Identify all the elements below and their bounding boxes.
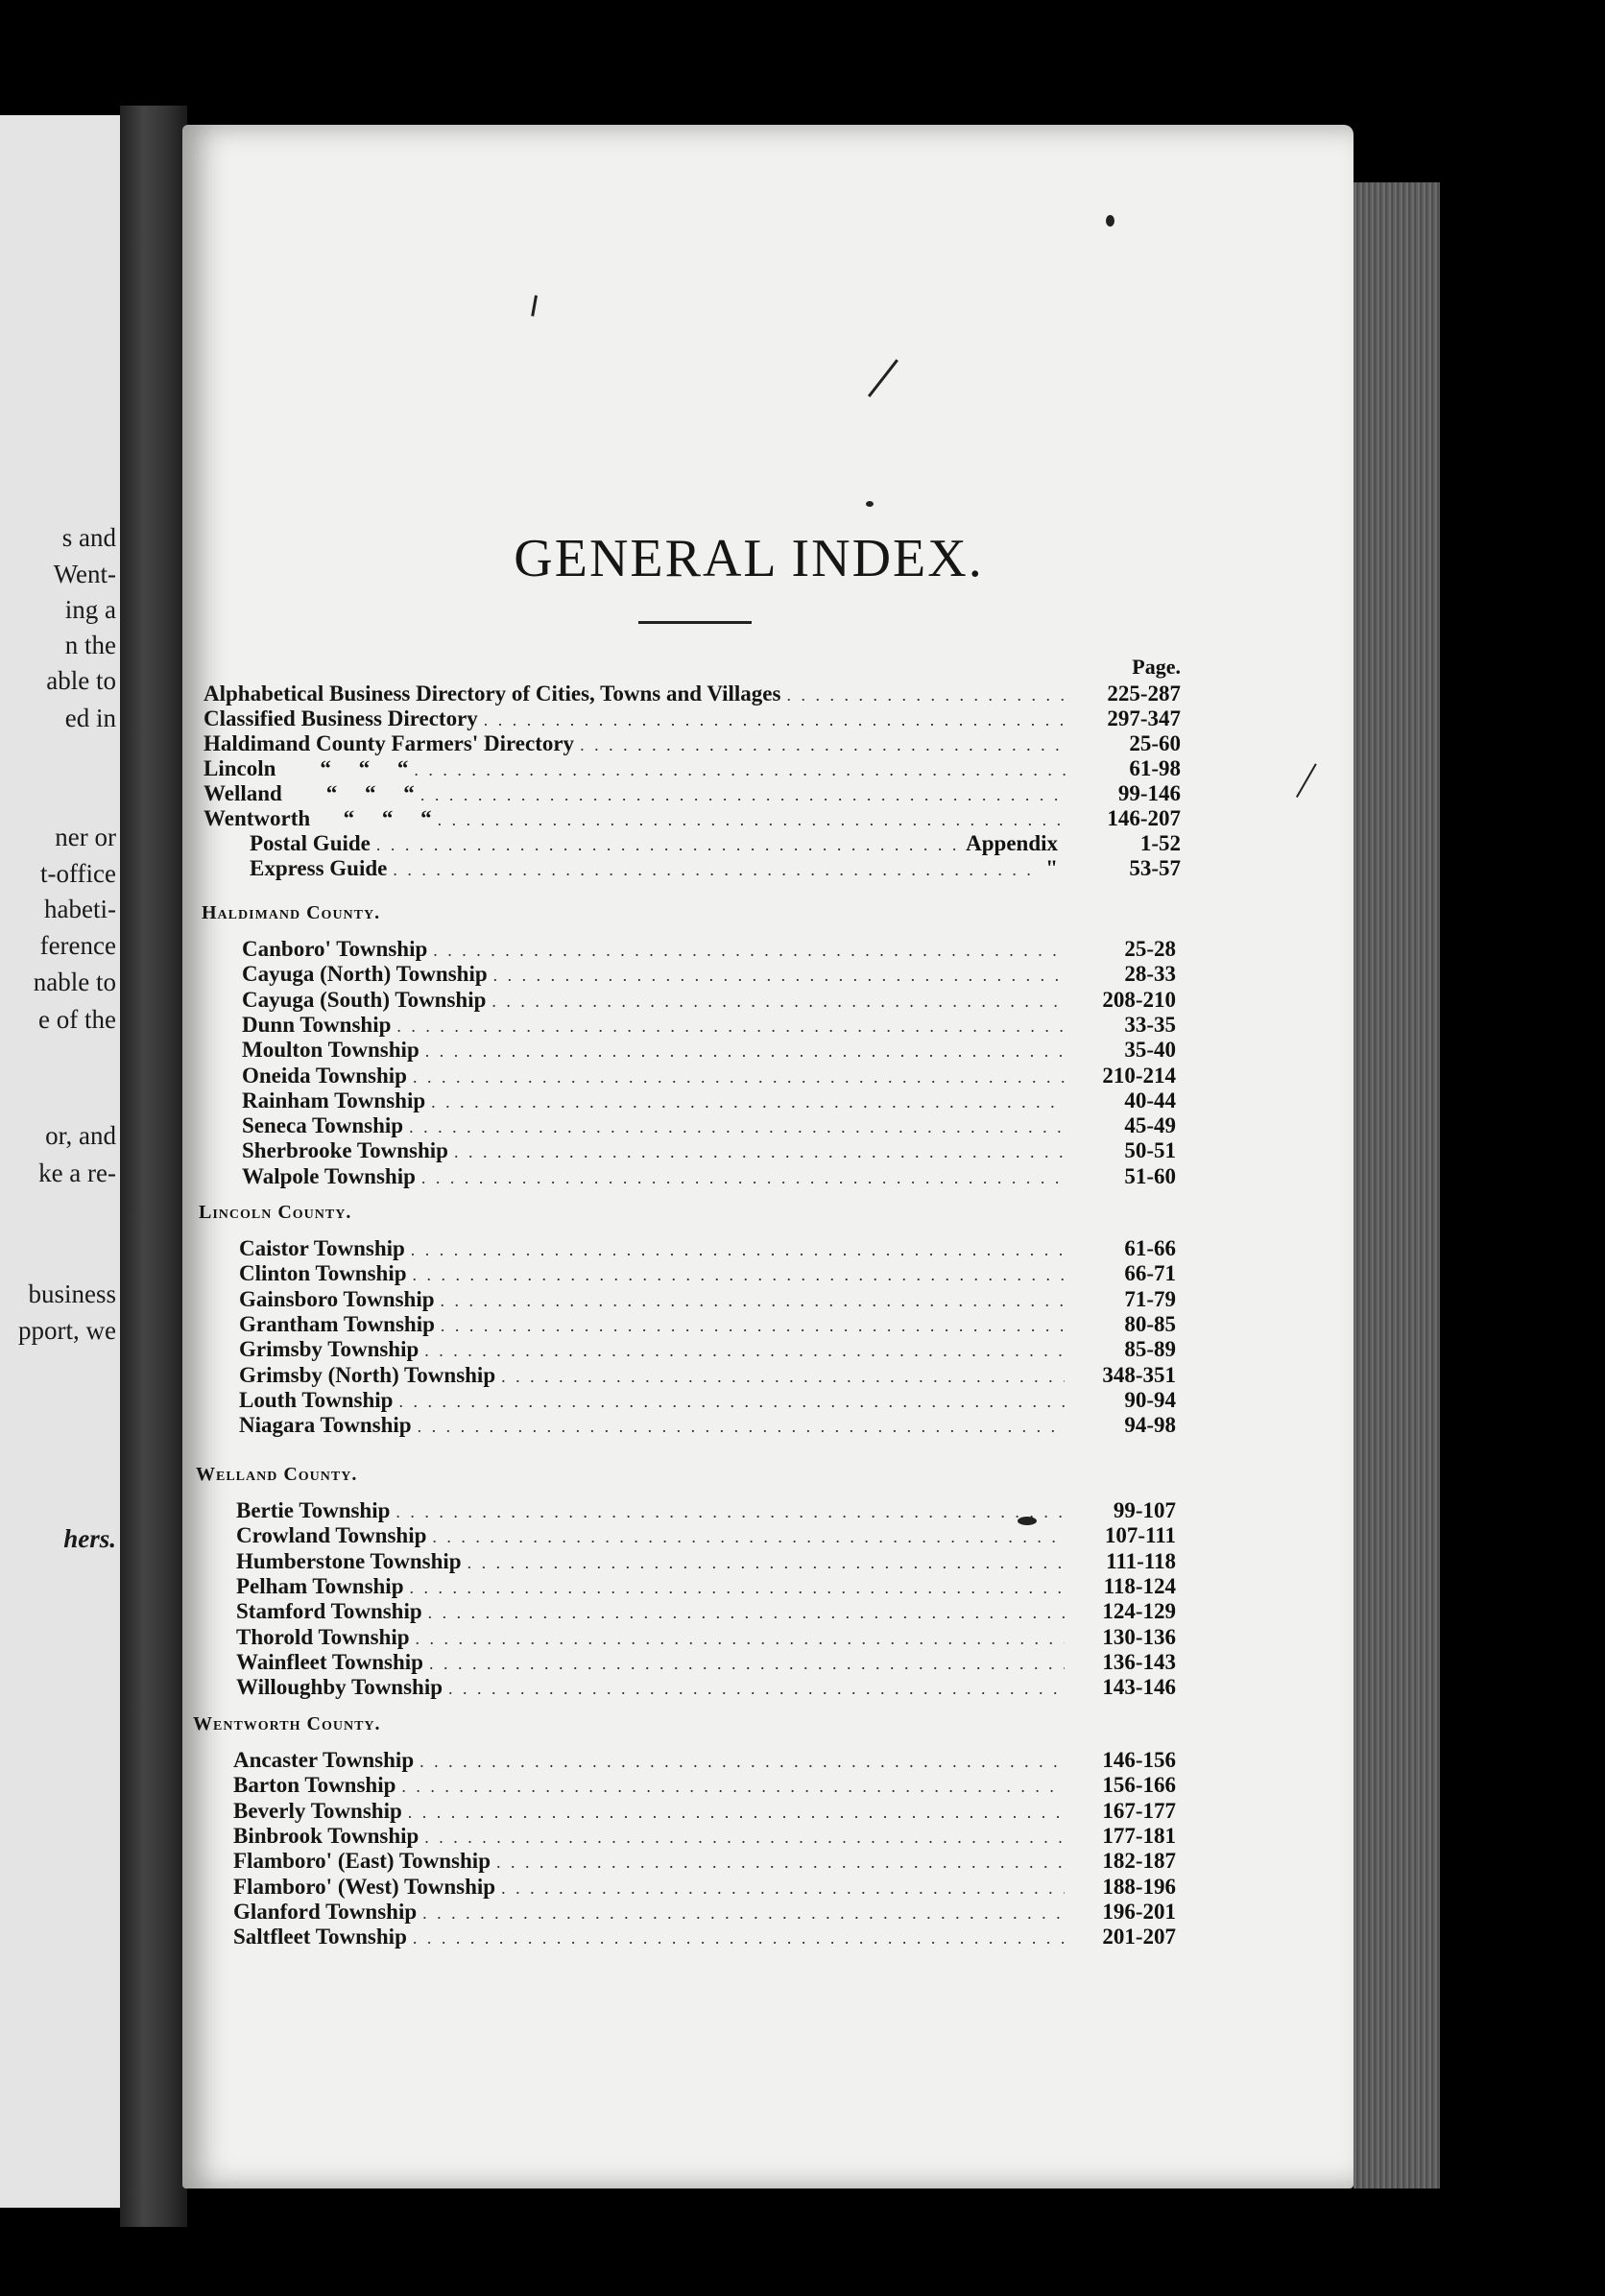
- facing-page-text: t-office: [40, 859, 116, 888]
- leader-dots: [413, 1925, 1065, 1950]
- leader-dots: [438, 807, 1069, 832]
- leader-dots: [393, 857, 1040, 882]
- leader-dots: [421, 1165, 1065, 1190]
- index-entry: [242, 962, 1176, 987]
- leader-dots: [413, 1262, 1065, 1287]
- index-entry: [239, 1312, 1176, 1337]
- entry-label: Rainham Township: [242, 1088, 426, 1112]
- entry-label: Niagara Township: [239, 1413, 412, 1438]
- entry-label: Binbrook Township: [233, 1823, 419, 1848]
- scan-speck: [866, 501, 874, 507]
- entry-label: Oneida Township: [242, 1063, 407, 1088]
- facing-page-text: ed in: [64, 704, 116, 732]
- leader-dots: [786, 682, 1069, 707]
- index-entry: [204, 731, 1181, 756]
- entry-pages: 50-51: [1124, 1138, 1176, 1163]
- entry-label: Alphabetical Business Directory of Cities, Towns and Villages: [204, 682, 781, 706]
- index-entries: [182, 125, 1353, 2188]
- leader-dots: [493, 963, 1065, 988]
- leader-dots: [376, 832, 960, 857]
- entry-pages: 90-94: [1124, 1387, 1176, 1412]
- index-entry: [233, 1925, 1176, 1949]
- index-entry: [239, 1287, 1176, 1312]
- entry-label: Beverly Township: [233, 1798, 402, 1823]
- leader-dots: [501, 1364, 1065, 1389]
- index-entry: [233, 1875, 1176, 1900]
- leader-dots: [467, 1550, 1065, 1575]
- leader-dots: [410, 1575, 1066, 1600]
- entry-pages: 94-98: [1124, 1413, 1176, 1438]
- leader-dots: [396, 1014, 1065, 1039]
- entry-pages: 297-347: [1107, 706, 1181, 730]
- facing-page-text: Went-: [53, 560, 116, 588]
- entry-label: Lincoln “ “ “: [204, 756, 409, 780]
- leader-dots: [441, 1288, 1066, 1313]
- leader-dots: [408, 1800, 1065, 1825]
- entry-pages: 45-49: [1124, 1113, 1176, 1138]
- entry-label: Willoughby Township: [236, 1675, 443, 1700]
- leader-dots: [401, 1774, 1065, 1799]
- leader-dots: [422, 1901, 1065, 1925]
- entry-pages: 61-66: [1124, 1236, 1176, 1260]
- leader-dots: [580, 732, 1069, 757]
- entry-pages: 53-57: [1129, 856, 1181, 880]
- leader-dots: [395, 1499, 1065, 1524]
- entry-label: Haldimand County Farmers' Directory: [204, 731, 575, 755]
- facing-page-text: pport, we: [18, 1316, 116, 1345]
- entry-location: Appendix: [966, 831, 1058, 855]
- entry-pages: 40-44: [1124, 1088, 1176, 1112]
- index-entry: [236, 1650, 1176, 1675]
- entry-pages: 25-60: [1129, 731, 1181, 755]
- entry-pages: 85-89: [1124, 1337, 1176, 1362]
- entry-pages: 143-146: [1102, 1675, 1176, 1700]
- leader-dots: [413, 1064, 1065, 1089]
- entry-label: Pelham Township: [236, 1573, 404, 1598]
- entry-label: Bertie Township: [236, 1498, 391, 1522]
- leader-dots: [454, 1139, 1065, 1164]
- entry-label: Barton Township: [233, 1773, 396, 1798]
- leader-dots: [441, 1313, 1065, 1338]
- facing-page: [0, 115, 120, 2208]
- index-entry: [204, 806, 1181, 831]
- entry-pages: 51-60: [1124, 1163, 1176, 1188]
- entry-label: Cayuga (South) Township: [242, 987, 487, 1012]
- index-entry: [233, 1799, 1176, 1824]
- index-entry: [239, 1363, 1176, 1388]
- index-entry: [242, 1038, 1176, 1063]
- facing-page-text: e of the: [38, 1005, 116, 1034]
- index-entry: [242, 988, 1176, 1013]
- entry-pages: 61-98: [1129, 756, 1181, 780]
- entry-label: Cayuga (North) Township: [242, 962, 488, 987]
- section-heading: Lincoln County.: [199, 1202, 352, 1223]
- index-entry: [242, 1138, 1176, 1163]
- entry-label: Classified Business Directory: [204, 706, 478, 730]
- index-entry: [236, 1599, 1176, 1624]
- entry-pages: 71-79: [1124, 1286, 1176, 1311]
- index-entry: [242, 1013, 1176, 1038]
- facing-page-text: habeti-: [44, 895, 116, 923]
- index-entry: [233, 1824, 1176, 1849]
- entry-pages: 188-196: [1102, 1874, 1176, 1899]
- entry-label: Wainfleet Township: [236, 1649, 423, 1674]
- entry-pages: 201-207: [1102, 1925, 1176, 1949]
- entry-pages: 107-111: [1104, 1523, 1176, 1548]
- index-entry: [242, 1088, 1176, 1113]
- facing-page-text: ke a re-: [38, 1159, 116, 1187]
- entry-label: Humberstone Township: [236, 1548, 462, 1573]
- entry-label: Welland “ “ “: [204, 781, 415, 805]
- index-entry: [204, 756, 1181, 781]
- entry-pages: 167-177: [1102, 1798, 1176, 1823]
- entry-label: Clinton Township: [239, 1261, 407, 1286]
- leader-dots: [501, 1876, 1065, 1901]
- entry-label: Crowland Township: [236, 1523, 427, 1548]
- entry-label: Wentworth “ “ “: [204, 806, 432, 830]
- entry-label: Gainsboro Township: [239, 1286, 435, 1311]
- entry-pages: 136-143: [1102, 1649, 1176, 1674]
- index-entry: [239, 1388, 1176, 1413]
- entry-pages: 146-156: [1102, 1748, 1176, 1772]
- section-heading: Wentworth County.: [193, 1713, 381, 1734]
- entry-label: Grimsby (North) Township: [239, 1362, 496, 1387]
- facing-page-text: nable to: [33, 968, 116, 996]
- index-entry: [233, 1748, 1176, 1773]
- leader-dots: [431, 1089, 1065, 1114]
- leader-dots: [414, 757, 1069, 782]
- index-entry: [239, 1413, 1176, 1438]
- index-entry: [236, 1523, 1176, 1548]
- index-entry: [242, 937, 1176, 962]
- entry-label: Walpole Township: [242, 1163, 416, 1188]
- leader-dots: [428, 1600, 1065, 1625]
- entry-pages: 196-201: [1102, 1899, 1176, 1924]
- entry-pages: 210-214: [1102, 1063, 1176, 1088]
- leader-dots: [433, 938, 1065, 963]
- facing-page-text: able to: [46, 666, 116, 695]
- leader-dots: [420, 782, 1069, 807]
- entry-label: Canboro' Township: [242, 937, 428, 961]
- leader-dots: [409, 1114, 1065, 1139]
- index-entry: [236, 1625, 1176, 1650]
- index-entry: [250, 831, 1181, 856]
- entry-location: ": [1045, 856, 1058, 880]
- page-title: GENERAL INDEX.: [514, 529, 984, 588]
- page-column-heading: Page.: [1132, 655, 1181, 679]
- leader-dots: [411, 1237, 1065, 1262]
- entry-label: Louth Township: [239, 1387, 394, 1412]
- leader-dots: [491, 989, 1065, 1014]
- leader-dots: [429, 1651, 1065, 1676]
- index-entry: [236, 1675, 1176, 1700]
- scan-speck: [1106, 215, 1114, 227]
- index-entry: [233, 1849, 1176, 1874]
- entry-pages: 99-107: [1113, 1498, 1176, 1522]
- leader-dots: [448, 1676, 1065, 1701]
- entry-label: Grantham Township: [239, 1311, 435, 1336]
- index-entry: [204, 706, 1181, 731]
- entry-pages: 66-71: [1124, 1261, 1176, 1286]
- leader-dots: [425, 1039, 1065, 1064]
- entry-label: Stamford Township: [236, 1599, 422, 1624]
- index-page: [182, 125, 1353, 2188]
- section-heading: Welland County.: [196, 1464, 358, 1485]
- book-gutter: [120, 106, 187, 2227]
- facing-page-text: ner or: [55, 823, 116, 851]
- entry-pages: 25-28: [1124, 937, 1176, 961]
- entry-pages: 99-146: [1117, 781, 1181, 805]
- leader-dots: [496, 1850, 1065, 1875]
- entry-label: Ancaster Township: [233, 1748, 415, 1772]
- entry-label: Postal Guide: [250, 831, 371, 855]
- index-entry: [233, 1900, 1176, 1925]
- index-entry: [250, 856, 1181, 881]
- index-entry: [204, 781, 1181, 806]
- entry-pages: 225-287: [1107, 682, 1181, 706]
- facing-page-text: business: [28, 1280, 116, 1308]
- entry-label: Moulton Township: [242, 1038, 419, 1063]
- facing-page-text: or, and: [45, 1121, 116, 1150]
- leader-dots: [419, 1749, 1065, 1774]
- entry-pages: 80-85: [1124, 1311, 1176, 1336]
- entry-label: Caistor Township: [239, 1236, 405, 1260]
- leader-dots: [424, 1825, 1065, 1850]
- facing-page-text: n the: [64, 631, 116, 659]
- entry-label: Dunn Township: [242, 1012, 392, 1037]
- index-entry: [236, 1549, 1176, 1574]
- entry-label: Flamboro' (West) Township: [233, 1874, 496, 1899]
- entry-label: Express Guide: [250, 856, 388, 880]
- index-entry: [239, 1236, 1176, 1261]
- facing-page-text: hers.: [63, 1524, 116, 1553]
- entry-pages: 208-210: [1102, 987, 1176, 1012]
- entry-pages: 28-33: [1124, 962, 1176, 987]
- facing-page-text: ference: [39, 931, 116, 960]
- index-entry: [236, 1574, 1176, 1599]
- index-entry: [239, 1261, 1176, 1286]
- entry-pages: 118-124: [1103, 1573, 1176, 1598]
- entry-pages: 177-181: [1102, 1823, 1176, 1848]
- leader-dots: [418, 1414, 1065, 1439]
- index-entry: [242, 1164, 1176, 1189]
- entry-pages: 156-166: [1102, 1773, 1176, 1798]
- index-entry: [239, 1337, 1176, 1362]
- facing-page-text: s and: [61, 523, 116, 552]
- entry-pages: 146-207: [1107, 806, 1181, 830]
- entry-pages: 130-136: [1102, 1624, 1176, 1649]
- index-entry: [204, 682, 1181, 706]
- entry-pages: 348-351: [1102, 1362, 1176, 1387]
- leader-dots: [398, 1389, 1065, 1414]
- page-edges: [1353, 182, 1440, 2188]
- leader-dots: [424, 1338, 1065, 1363]
- entry-pages: 33-35: [1124, 1012, 1176, 1037]
- leader-dots: [432, 1524, 1065, 1549]
- leader-dots: [416, 1626, 1066, 1651]
- section-heading: Haldimand County.: [202, 902, 381, 923]
- index-entry: [242, 1113, 1176, 1138]
- entry-label: Glanford Township: [233, 1899, 418, 1924]
- entry-pages: 35-40: [1124, 1038, 1176, 1063]
- entry-pages: 124-129: [1102, 1599, 1176, 1624]
- entry-label: Flamboro' (East) Township: [233, 1849, 491, 1874]
- leader-dots: [484, 707, 1069, 732]
- entry-label: Sherbrooke Township: [242, 1138, 448, 1163]
- entry-label: Saltfleet Township: [233, 1925, 407, 1949]
- facing-page-text: ing a: [64, 595, 116, 624]
- index-entry: [233, 1773, 1176, 1798]
- entry-pages: 182-187: [1102, 1849, 1176, 1874]
- scan-speck: [1018, 1517, 1037, 1525]
- entry-pages: 1-52: [1139, 831, 1181, 855]
- index-entry: [242, 1064, 1176, 1088]
- entry-label: Grimsby Township: [239, 1337, 419, 1362]
- entry-pages: 111-118: [1106, 1548, 1176, 1573]
- entry-label: Thorold Township: [236, 1624, 410, 1649]
- entry-label: Seneca Township: [242, 1113, 404, 1138]
